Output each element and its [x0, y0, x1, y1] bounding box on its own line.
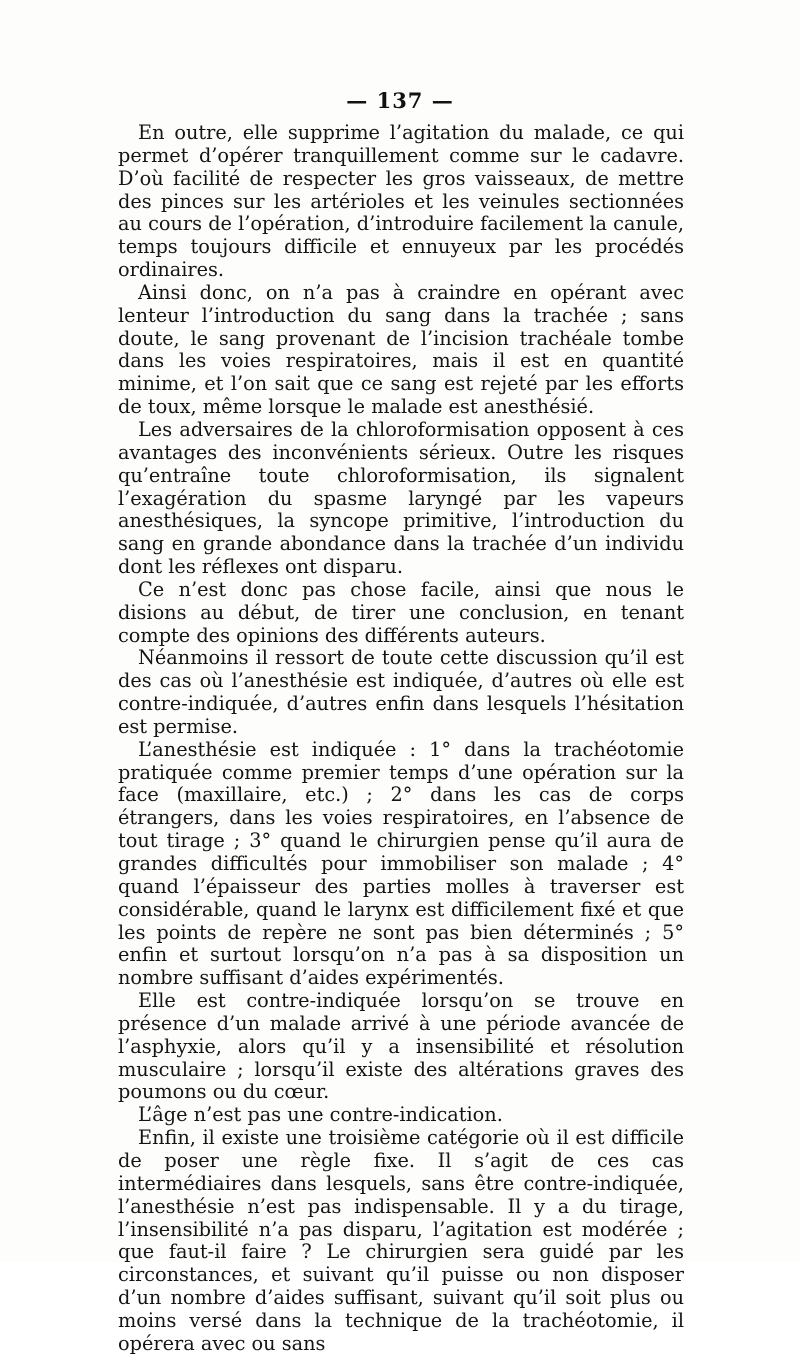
body-text [118, 122, 684, 1356]
paragraph: Ainsi donc, on n’a pas à craindre en opérant avec lenteur l’introduction du sang dans la trachée ; sans doute, le sang provenant de l’incision trachéale tombe dans les voies respiratoires, mais il est en quantité minime, et l’on sait que ce sang est rejeté par les efforts de toux, même lorsque le malade est anesthésié. [118, 280, 684, 419]
paragraph: En outre, elle supprime l’agitation du malade, ce qui permet d’opérer tranquillement comme sur le cadavre. D’où facilité de respecter les gros vaisseaux, de mettre des pinces sur les artérioles et les veinules sectionnées au cours de l’opération, d’introduire facilement la canule, temps toujours difficile et ennuyeux par les procédés ordinaires. [118, 121, 684, 282]
paragraph: Ce n’est donc pas chose facile, ainsi que nous le disions au début, de tirer une conclusion, en tenant compte des opinions des différents auteurs. [118, 577, 684, 647]
paragraph: L’anesthésie est indiquée : 1° dans la trachéotomie pratiquée comme premier temps d’une opération sur la face (maxillaire, etc.) ; 2° dans les cas de corps étrangers, dans les voies respiratoires, en l’absence de tout tirage ; 3° quand le chirurgien pense qu’il aura de grandes difficultés pour immobiliser son malade ; 4° quand l’épaisseur des parties molles à traverser est considérable, quand le larynx est difficilement fixé et que les points de repère ne sont pas bien déterminés ; 5° enfin et surtout lorsqu’on n’a pas à sa disposition un nombre suffisant d’aides expérimentés. [118, 737, 684, 990]
paragraph: Les adversaires de la chloroformisation opposent à ces avantages des inconvénients sérieux. Outre les risques qu’entraîne toute chloroformisation, ils signalent l’exagération du spasme laryngé par les vapeurs anesthésiques, la syncope primitive, l’introduction du sang en grande abondance dans la trachée d’un individu dont les réflexes ont disparu. [118, 417, 684, 579]
paragraph: Néanmoins il ressort de toute cette discussion qu’il est des cas où l’anesthésie est indiquée, d’autres où elle est contre-indiquée, d’autres enfin dans lesquels l’hésitation est permise. [118, 646, 684, 738]
paragraph: Enfin, il existe une troisième catégorie où il est difficile de poser une règle fixe. Il s’agit de ces cas intermédiaires dans lesquels, sans être contre-indiquée, l’anesthésie n’est pas indispensable. Il y a du tirage, l’insensibilité n’a pas disparu, l’agitation est modérée ; que faut-il faire ? Le chirurgien sera guidé par les circonstances, et suivant qu’il puisse ou non disposer d’un nombre d’aides suffisant, suivant qu’il soit plus ou moins versé dans la technique de la trachéotomie, il opérera avec ou sans [118, 1126, 684, 1355]
page-number: — 137 — [346, 88, 454, 113]
paragraph: L’âge n’est pas une contre-indication. [138, 1103, 503, 1127]
paragraph: Elle est contre-indiquée lorsqu’on se trouve en présence d’un malade arrivé à une période avancée de l’asphyxie, alors qu’il y a insensibilité et résolution musculaire ; lorsqu’il existe des altérations graves des poumons ou du cœur. [118, 989, 684, 1104]
